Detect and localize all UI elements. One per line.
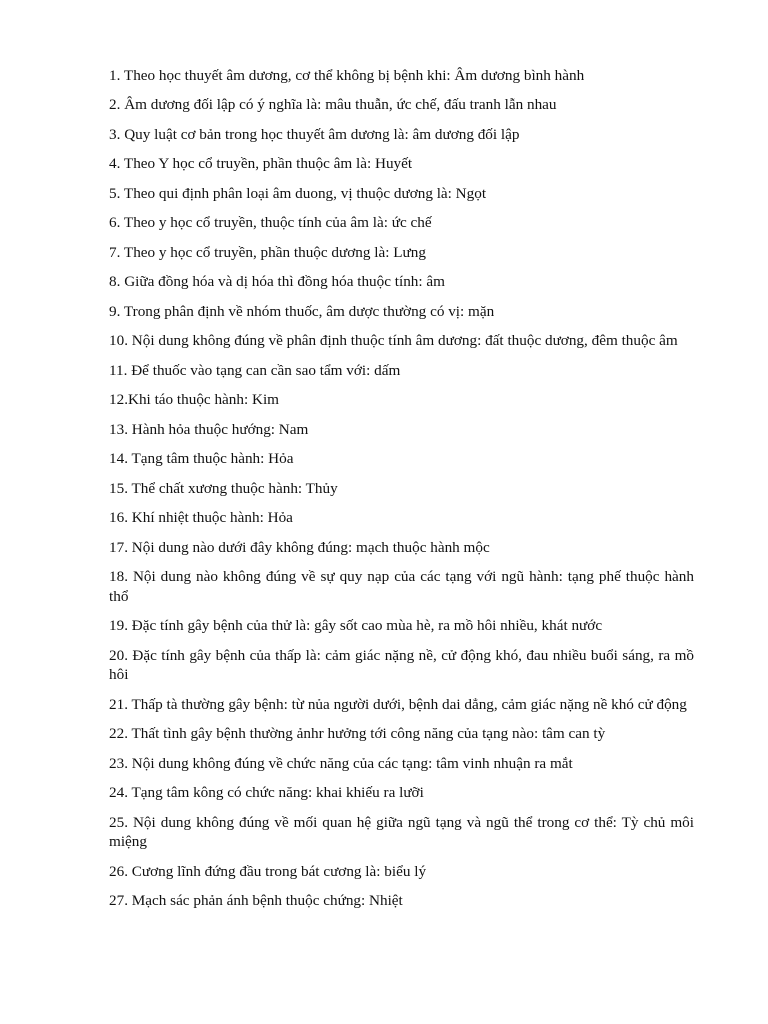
question-10: 10. Nội dung không đúng về phân định thuộc tính âm dương: đất thuộc dương, đêm thuộc âm xyxy=(109,332,678,350)
question-7: 7. Theo y học cổ truyền, phần thuộc dương là: Lưng xyxy=(109,243,426,261)
question-11: 11. Để thuốc vào tạng can cần sao tẩm với: dấm xyxy=(109,361,401,379)
question-25: 25. Nội dung không đúng về mối quan hệ giữa ngũ tạng và ngũ thể trong cơ thể: Tỳ chủ môi miệng xyxy=(109,813,694,851)
question-26: 26. Cương lĩnh đứng đầu trong bát cương là: biểu lý xyxy=(109,862,427,880)
question-6: 6. Theo y học cổ truyền, thuộc tính của âm là: ức chế xyxy=(109,214,432,232)
question-5: 5. Theo qui định phân loại âm duong, vị thuộc dương là: Ngọt xyxy=(109,184,487,202)
question-1: 1. Theo học thuyết âm dương, cơ thể không bị bệnh khi: Âm dương bình hành xyxy=(109,67,585,84)
question-13: 13. Hành hỏa thuộc hướng: Nam xyxy=(109,420,309,438)
question-21: 21. Thấp tà thường gây bệnh: từ nủa người dưới, bệnh dai dẳng, cảm giác nặng nề khó cử động xyxy=(109,695,687,713)
question-15: 15. Thể chất xương thuộc hành: Thủy xyxy=(109,479,338,497)
question-23: 23. Nội dung không đúng về chức năng của các tạng: tâm vinh nhuận ra mắt xyxy=(109,754,573,772)
question-27: 27. Mạch sác phản ánh bệnh thuộc chứng: Nhiệt xyxy=(109,892,403,910)
question-19: 19. Đặc tính gây bệnh của thử là: gây sốt cao mùa hè, ra mồ hôi nhiều, khát nước xyxy=(109,617,603,635)
question-12: 12.Khi táo thuộc hành: Kim xyxy=(109,391,279,409)
question-17: 17. Nội dung nào dưới đây không đúng: mạch thuộc hành mộc xyxy=(109,538,490,556)
question-16: 16. Khí nhiệt thuộc hành: Hỏa xyxy=(109,509,293,527)
question-20: 20. Đặc tính gây bệnh của thấp là: cảm giác nặng nề, cử động khó, đau nhiều buổi sáng, ra mồ hôi xyxy=(109,646,694,684)
question-14: 14. Tạng tâm thuộc hành: Hỏa xyxy=(109,450,294,468)
document-page xyxy=(109,66,694,921)
question-9: 9. Trong phân định về nhóm thuốc, âm dược thường có vị: mặn xyxy=(109,302,495,320)
question-3: 3. Quy luật cơ bản trong học thuyết âm dương là: âm dương đối lập xyxy=(109,125,520,143)
question-24: 24. Tạng tâm kông có chức năng: khai khiếu ra lưỡi xyxy=(109,784,424,802)
question-22: 22. Thất tình gây bệnh thường ảnhr hưởng tới công năng của tạng nào: tâm can tỳ xyxy=(109,725,606,743)
question-4: 4. Theo Y học cổ truyền, phần thuộc âm là: Huyết xyxy=(109,155,413,173)
question-2: 2. Âm dương đối lập có ý nghĩa là: mâu thuẫn, ức chế, đấu tranh lẫn nhau xyxy=(109,96,557,114)
question-8: 8. Giữa đồng hóa và dị hóa thì đồng hóa thuộc tính: âm xyxy=(109,273,445,291)
question-18: 18. Nội dung nào không đúng về sự quy nạp của các tạng với ngũ hành: tạng phế thuộc hành thổ xyxy=(109,568,694,605)
